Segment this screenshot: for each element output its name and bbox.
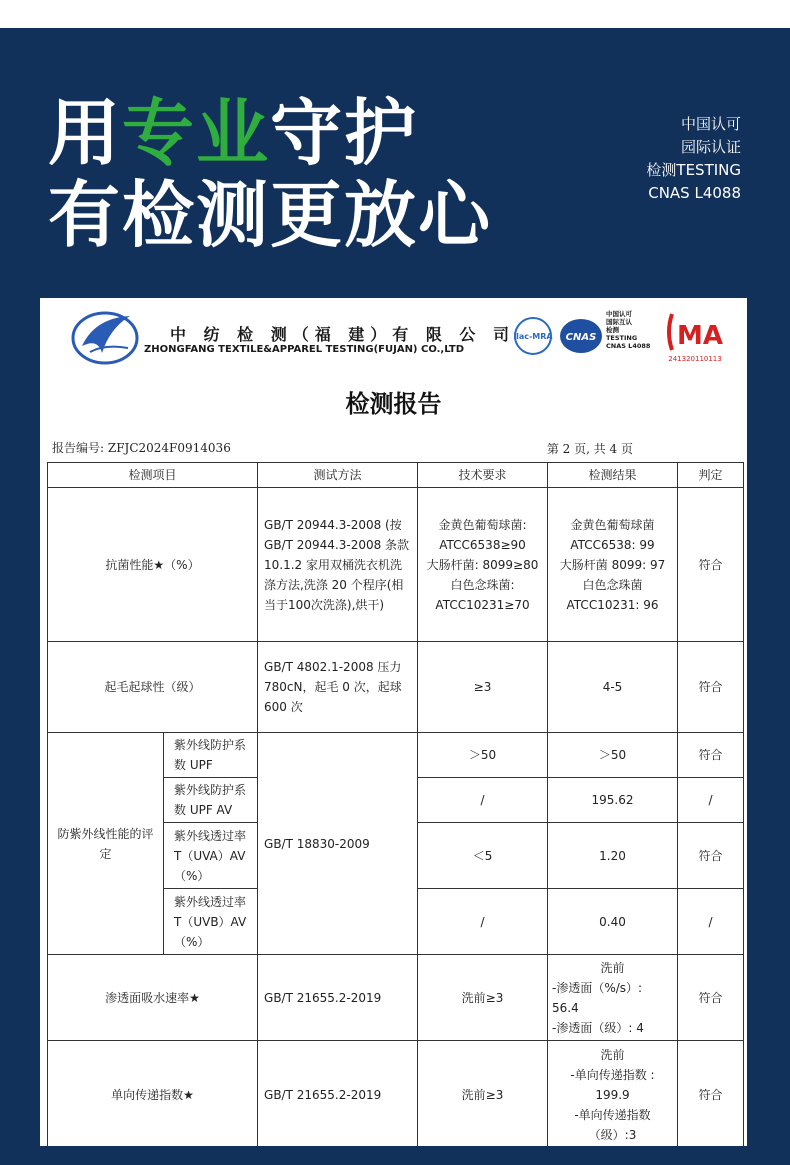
result-line: 金黄色葡萄球菌 [570, 517, 655, 532]
zhongfang-logo-icon [70, 308, 140, 366]
cnas-line: TESTING [606, 334, 638, 342]
header-result: 检测结果 [548, 463, 678, 488]
header-method: 测试方法 [258, 463, 418, 488]
table-header-row [48, 463, 744, 488]
result-cell: 0.40 [548, 889, 678, 955]
item-cell: 起毛起球性（级） [48, 642, 258, 733]
report-letterhead [70, 308, 740, 366]
result-line: 白色念珠菌 [582, 577, 643, 592]
ilac-text: ilac-MRA [513, 332, 553, 341]
requirement-cell: 洗前≥3 [418, 1041, 548, 1147]
bottom-navy-bar [0, 1146, 790, 1165]
note-china-accredited: 中国认可 [680, 115, 741, 133]
requirement-cell: / [418, 889, 548, 955]
result-cell: 195.62 [548, 778, 678, 823]
table-row-antibacterial [48, 488, 744, 642]
header-verdict: 判定 [678, 463, 744, 488]
method-cell: GB/T 21655.2-2019 [258, 1041, 418, 1147]
verdict-cell: 符合 [678, 955, 744, 1041]
cnas-text: CNAS [565, 332, 597, 343]
test-report-document [40, 298, 747, 1146]
cnas-line: CNAS L4088 [606, 342, 651, 350]
item-cell: 单向传递指数★ [48, 1041, 258, 1147]
company-name-cn: 中 纺 检 测（福 建）有 限 公 司 [170, 325, 515, 344]
result-line: 199.9 [595, 1087, 630, 1102]
cma-logo-icon [662, 308, 728, 364]
cma-mark-text: MA [677, 321, 723, 351]
requirement-line: ATCC6538≥90 [439, 537, 526, 552]
result-line: 56.4 [552, 1000, 579, 1015]
verdict-cell: 符合 [678, 488, 744, 642]
hero-line-2: 有检测更放心 [48, 173, 493, 257]
result-line: ATCC10231: 96 [566, 597, 659, 612]
method-cell: GB/T 21655.2-2019 [258, 955, 418, 1041]
cma-number: 241320110113 [668, 355, 722, 363]
result-line: -渗透面（%/s）: [552, 980, 643, 995]
subitem-cell: 紫外线透过率 T（UVB）AV（%） [164, 889, 258, 955]
result-line: -渗透面（级）: 4 [552, 1020, 644, 1035]
requirement-cell [418, 488, 548, 642]
header-requirement: 技术要求 [418, 463, 548, 488]
note-testing: 检测TESTING [646, 161, 741, 179]
method-cell: GB/T 18830-2009 [258, 733, 418, 955]
requirement-cell: ＞50 [418, 733, 548, 778]
verdict-cell: 符合 [678, 823, 744, 889]
cnas-logo-icon [558, 316, 604, 356]
result-line: ATCC6538: 99 [570, 537, 655, 552]
cnas-line: 检测 [606, 326, 619, 334]
requirement-cell: ＜5 [418, 823, 548, 889]
requirement-cell: / [418, 778, 548, 823]
certification-notes [646, 113, 741, 205]
cnas-line: 中国认可 [606, 310, 632, 318]
note-intl-certified: 园际认证 [680, 138, 741, 156]
table-row-pilling [48, 642, 744, 733]
result-line: 洗前 [600, 1047, 625, 1062]
table-row-transfer [48, 1041, 744, 1147]
page-number: 第 2 页, 共 4 页 [546, 442, 633, 456]
method-cell: GB/T 4802.1-2008 压力 780cN，起毛 0 次，起球 600 次 [258, 642, 418, 733]
requirement-cell: ≥3 [418, 642, 548, 733]
report-title: 检测报告 [345, 390, 442, 418]
top-white-strip [0, 0, 790, 28]
method-cell: GB/T 20944.3-2008 (按 GB/T 20944.3-2008 条款 10.1.2 家用双桶洗衣机洗涤方法,洗涤 20 个程序(相当于100次洗涤),烘干) [258, 488, 418, 642]
hero-line1-suffix: 守护 [270, 91, 419, 175]
report-number: 报告编号: ZFJC2024F0914036 [52, 441, 231, 455]
verdict-cell: / [678, 889, 744, 955]
subitem-cell: 紫外线防护系数 UPF [164, 733, 258, 778]
header-item: 检测项目 [48, 463, 258, 488]
item-cell: 抗菌性能★（%） [48, 488, 258, 642]
table-row-uv-1 [48, 733, 744, 778]
result-line: -单向传递指数 : [570, 1067, 655, 1082]
result-line: 大肠杆菌 8099: 97 [559, 557, 666, 572]
result-cell [548, 1041, 678, 1147]
requirement-line: 大肠杆菌: 8099≥80 [426, 557, 539, 572]
verdict-cell: 符合 [678, 733, 744, 778]
requirement-line: 金黄色葡萄球菌: [438, 517, 527, 532]
verdict-cell: 符合 [678, 642, 744, 733]
subitem-cell: 紫外线防护系数 UPF AV [164, 778, 258, 823]
results-table [47, 462, 744, 1146]
hero-line1-accent: 专业 [122, 91, 271, 175]
requirement-cell: 洗前≥3 [418, 955, 548, 1041]
verdict-cell: / [678, 778, 744, 823]
ilac-mra-logo-icon [512, 316, 554, 356]
table-row-wicking [48, 955, 744, 1041]
note-cnas: CNAS L4088 [648, 184, 741, 202]
result-line: -单向传递指数 [574, 1107, 651, 1122]
result-line: （级）:3 [588, 1127, 637, 1142]
hero-line-1 [48, 92, 492, 174]
cnas-line: 国际互认 [606, 318, 632, 326]
result-line: 洗前 [600, 960, 625, 975]
hero-line1-prefix: 用 [48, 91, 123, 175]
result-cell [548, 955, 678, 1041]
requirement-line: ATCC10231≥70 [435, 597, 530, 612]
company-name-en: ZHONGFANG TEXTILE&APPAREL TESTING(FUJAN) CO.,LTD [144, 344, 465, 355]
result-cell: ＞50 [548, 733, 678, 778]
item-cell: 防紫外线性能的评定 [48, 733, 164, 955]
verdict-cell: 符合 [678, 1041, 744, 1147]
subitem-cell: 紫外线透过率 T（UVA）AV（%） [164, 823, 258, 889]
result-cell [548, 488, 678, 642]
hero-headline [48, 92, 492, 256]
item-cell: 渗透面吸水速率★ [48, 955, 258, 1041]
cnas-accreditation-text [606, 310, 650, 350]
result-cell: 1.20 [548, 823, 678, 889]
requirement-line: 白色念珠菌: [450, 577, 515, 592]
result-cell: 4-5 [548, 642, 678, 733]
